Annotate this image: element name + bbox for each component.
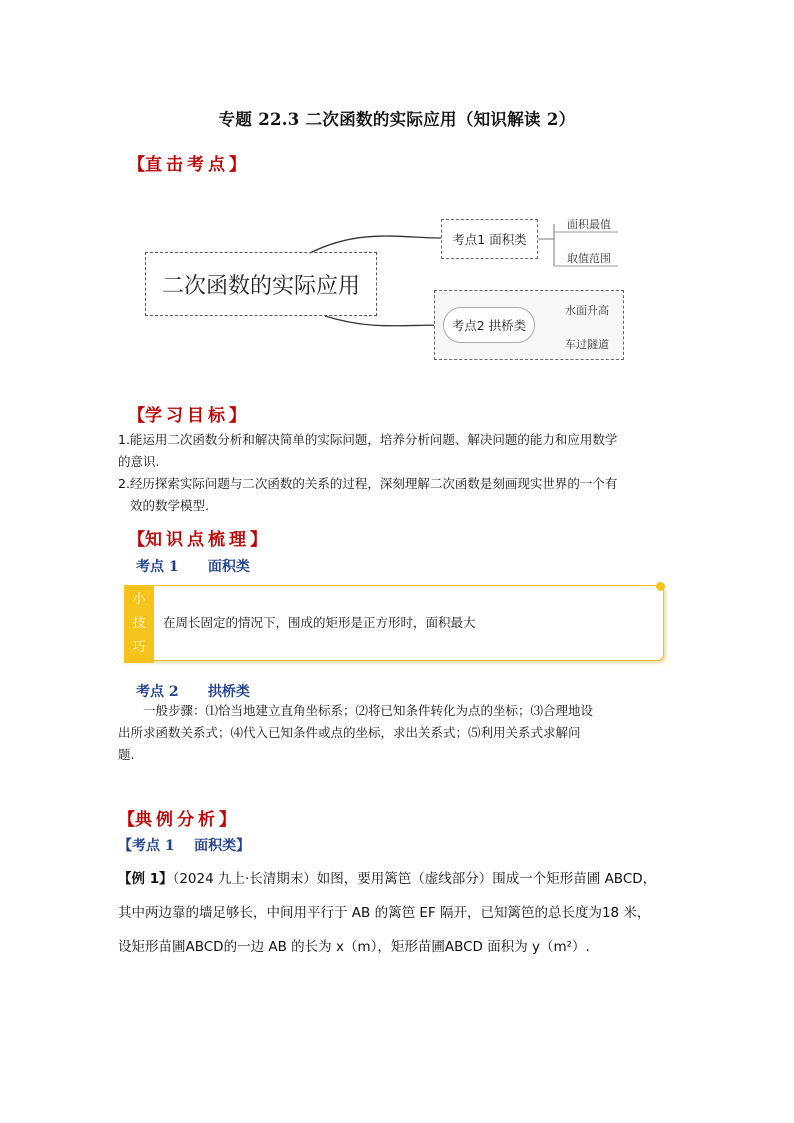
- point2-steps: [118, 700, 698, 766]
- section-heading-mubiao-text: 学习目标: [145, 406, 229, 426]
- goal-line: 效的数学模型.: [130, 498, 209, 513]
- steps-line: 出所求函数关系式；⑷代入已知条件或点的坐标，求出关系式；⑸利用关系式求解问: [118, 725, 581, 740]
- tip-label-char: 小: [132, 592, 146, 607]
- steps-line: 题.: [118, 747, 135, 762]
- section-heading-fenxi: 【典例分析】: [118, 810, 236, 830]
- example-label: 【例 1】: [118, 871, 173, 887]
- tip-label: [124, 585, 154, 663]
- tip-dot: [656, 582, 665, 591]
- section-heading-kaodian: 【直击考点】: [128, 155, 246, 175]
- tip-label-char: 技: [132, 616, 146, 631]
- mindmap-connectors: [0, 0, 794, 400]
- steps-line: 一般步骤：⑴恰当地建立直角坐标系；⑵将已知条件转化为点的坐标；⑶合理地设: [143, 703, 594, 718]
- page-title: 专题 22.3 二次函数的实际应用（知识解读 2）: [218, 110, 576, 129]
- goal-line: 的意识.: [118, 454, 160, 469]
- point1-heading: 考点 1 面积类: [136, 559, 250, 575]
- example-heading: 【考点 1 面积类】: [118, 838, 251, 854]
- goal-line: 2.经历探索实际问题与二次函数的关系的过程，深刻理解二次函数是刻画现实世界的一个有: [118, 476, 618, 491]
- mindmap-leaf-tunnel: 车过隧道: [565, 338, 609, 351]
- mindmap-leaf-area-max: 面积最值: [567, 218, 611, 231]
- tip-text: 在周长固定的情况下，围成的矩形是正方形时，面积最大: [163, 615, 476, 630]
- section-heading-shuli-text: 知识点梳理: [145, 530, 250, 550]
- section-heading-mubiao: 【学习目标】: [128, 406, 246, 426]
- learning-goals: [118, 429, 698, 517]
- section-heading-fenxi-text: 典例分析: [135, 810, 219, 830]
- tip-label-char: 巧: [132, 640, 146, 655]
- mindmap-leaf-water: 水面升高: [565, 304, 609, 317]
- mindmap-node-area: 考点1 面积类: [441, 219, 538, 259]
- mindmap-leaf-range: 取值范围: [567, 252, 611, 265]
- section-heading-shuli: 【知识点梳理】: [128, 530, 267, 550]
- example-line: [118, 862, 698, 896]
- example-body: [118, 862, 698, 964]
- point2-heading: 考点 2 拱桥类: [136, 684, 250, 700]
- example-line: 其中两边靠的墙足够长，中间用平行于 AB 的篱笆 EF 隔开，已知篱笆的总长度为18 米，: [118, 905, 651, 921]
- example-line-text: （2024 九上·长清期末）如图，要用篱笆（虚线部分）围成一个矩形苗圃 ABCD，: [172, 871, 657, 887]
- goal-line: 1.能运用二次函数分析和解决简单的实际问题，培养分析问题、解决问题的能力和应用数学: [118, 432, 618, 447]
- mindmap-node-arch: 考点2 拱桥类: [443, 307, 535, 343]
- mindmap-root: 二次函数的实际应用: [145, 252, 377, 316]
- example-line: 设矩形苗圃ABCD的一边 AB 的长为 x（m），矩形苗圃ABCD 面积为 y（m²）.: [118, 939, 590, 955]
- section-heading-kaodian-text: 直击考点: [145, 155, 229, 175]
